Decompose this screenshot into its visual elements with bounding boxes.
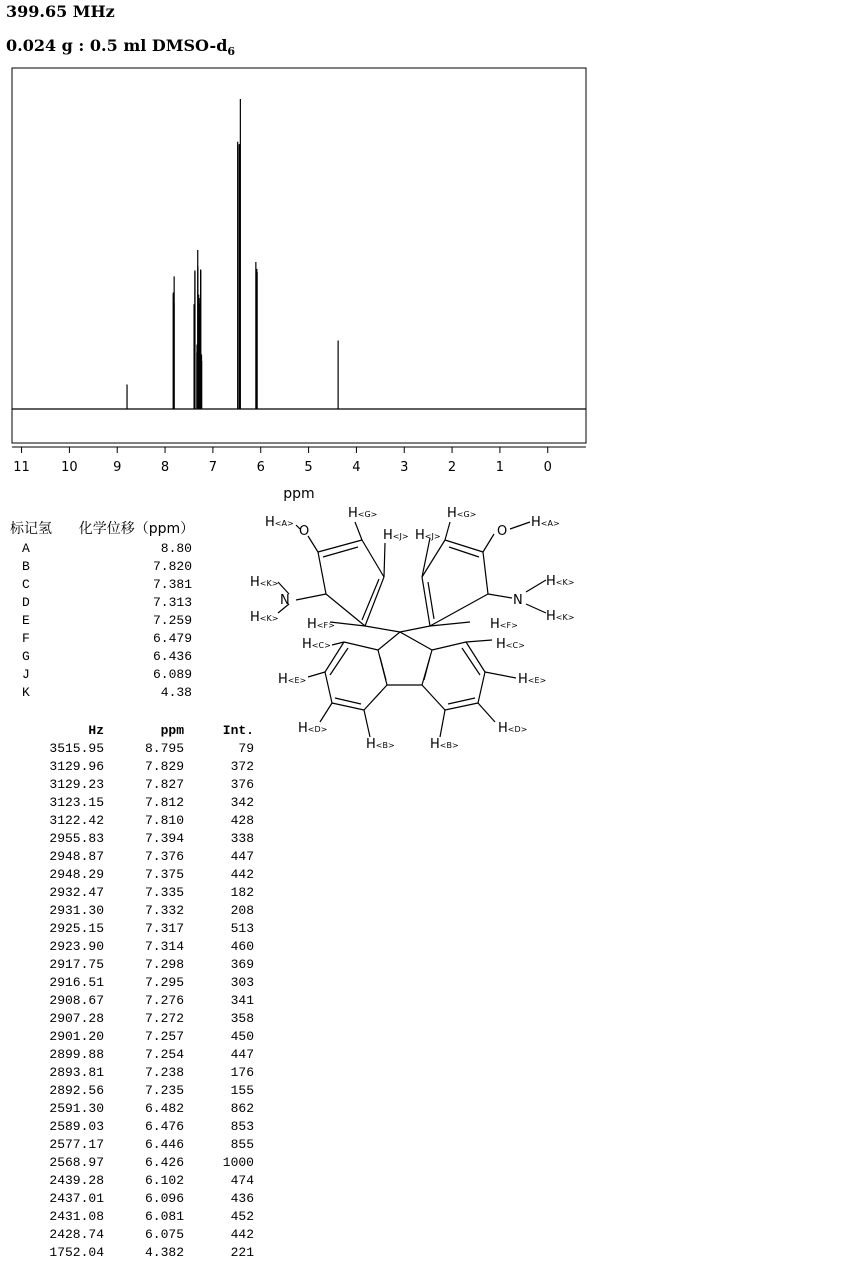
x-tick-label: 4 <box>352 460 361 475</box>
peak-ppm: 7.375 <box>144 867 184 882</box>
peak-ppm: 7.298 <box>144 957 184 972</box>
peak-row <box>30 1100 260 1118</box>
peak-int: 460 <box>230 939 254 954</box>
col-ppm-header: ppm <box>160 723 184 738</box>
peak-ppm: 6.446 <box>144 1137 184 1152</box>
peak-ppm: 7.812 <box>144 795 184 810</box>
assignment-row <box>22 612 192 630</box>
plot-frame <box>12 68 586 443</box>
atom-h-g-right: H<G> <box>447 506 477 521</box>
peak-ppm: 6.476 <box>144 1119 184 1134</box>
atom-h-a-right: H<A> <box>531 515 560 530</box>
assignment-label: D <box>22 595 30 610</box>
peak-ppm: 6.482 <box>144 1101 184 1116</box>
peak-row <box>30 1172 260 1190</box>
atom-h-b-left: H<B> <box>366 737 395 752</box>
peak-hz: 2439.28 <box>49 1173 104 1188</box>
col-hz-header: Hz <box>88 723 104 738</box>
peak-hz: 2908.67 <box>49 993 104 1008</box>
peak-row <box>30 758 260 776</box>
peak-hz: 2917.75 <box>49 957 104 972</box>
peak-int: 428 <box>230 813 254 828</box>
peak-hz: 2901.20 <box>49 1029 104 1044</box>
peak-row <box>30 1046 260 1064</box>
peak-table-header <box>30 722 260 740</box>
peak-int: 447 <box>230 849 254 864</box>
peak-hz: 2589.03 <box>49 1119 104 1134</box>
peak-ppm: 6.075 <box>144 1227 184 1242</box>
assignment-row <box>22 558 192 576</box>
atom-h-b-right: H<B> <box>430 737 459 752</box>
assignment-label: F <box>22 631 30 646</box>
assignment-row <box>22 540 192 558</box>
peak-row <box>30 884 260 902</box>
peak-row <box>30 1082 260 1100</box>
x-tick-label: 3 <box>400 460 409 475</box>
peak-hz: 2916.51 <box>49 975 104 990</box>
assignment-row <box>22 684 192 702</box>
peak-row <box>30 956 260 974</box>
assignment-shift: 6.089 <box>152 667 192 682</box>
frequency-label: 399.65 MHz <box>6 2 115 21</box>
peak-row <box>30 866 260 884</box>
peak-hz: 2568.97 <box>49 1155 104 1170</box>
atom-h-k1-right: H<K> <box>546 574 575 589</box>
peak-hz: 2431.08 <box>49 1209 104 1224</box>
peak-int: 513 <box>230 921 254 936</box>
assignment-shift: 4.38 <box>160 685 192 700</box>
peak-ppm: 8.795 <box>144 741 184 756</box>
peak-hz: 2577.17 <box>49 1137 104 1152</box>
peak-ppm: 7.257 <box>144 1029 184 1044</box>
peak-ppm: 7.295 <box>144 975 184 990</box>
peak-int: 369 <box>230 957 254 972</box>
peak-int: 376 <box>230 777 254 792</box>
assignment-shift: 6.479 <box>152 631 192 646</box>
peak-int: 862 <box>230 1101 254 1116</box>
peak-ppm: 7.254 <box>144 1047 184 1062</box>
peak-row <box>30 848 260 866</box>
x-tick-label: 7 <box>208 460 218 475</box>
assignment-table <box>22 540 192 702</box>
atom-h-k2-right: H<K> <box>546 609 575 624</box>
peak-ppm: 7.829 <box>144 759 184 774</box>
peak-hz: 2955.83 <box>49 831 104 846</box>
peak-int: 452 <box>230 1209 254 1224</box>
peak-hz: 2923.90 <box>49 939 104 954</box>
atom-h-k1-left: H<K> <box>250 575 279 590</box>
atom-h-e-right: H<E> <box>518 672 547 687</box>
peak-int: 341 <box>230 993 254 1008</box>
atom-n-left: N <box>280 593 290 608</box>
peak-int: 176 <box>230 1065 254 1080</box>
peak-int: 1000 <box>222 1155 254 1170</box>
peak-row <box>30 1208 260 1226</box>
peak-hz: 2899.88 <box>49 1047 104 1062</box>
assignment-shift: 7.381 <box>152 577 192 592</box>
assignment-shift: 7.259 <box>152 613 192 628</box>
assignment-row <box>22 666 192 684</box>
peak-hz: 3129.96 <box>49 759 104 774</box>
peak-row <box>30 902 260 920</box>
atom-h-k2-left: H<K> <box>250 610 279 625</box>
peak-hz: 3129.23 <box>49 777 104 792</box>
assignment-header: 标记氢 化学位移（ppm） <box>10 521 195 537</box>
peak-row <box>30 1190 260 1208</box>
peak-int: 447 <box>230 1047 254 1062</box>
peak-int: 450 <box>230 1029 254 1044</box>
assignment-row <box>22 648 192 666</box>
peak-int: 338 <box>230 831 254 846</box>
peak-int: 442 <box>230 1227 254 1242</box>
x-tick-label: 0 <box>543 460 552 475</box>
peak-ppm: 7.276 <box>144 993 184 1008</box>
assignment-label: B <box>22 559 30 574</box>
peak-int: 79 <box>238 741 254 756</box>
peak-ppm: 6.081 <box>144 1209 184 1224</box>
peak-row <box>30 992 260 1010</box>
x-tick-label: 2 <box>447 460 457 475</box>
peak-hz: 2925.15 <box>49 921 104 936</box>
peak-hz: 2428.74 <box>49 1227 104 1242</box>
assignment-label: A <box>22 541 30 556</box>
peak-int: 221 <box>230 1245 254 1260</box>
peak-ppm: 7.810 <box>144 813 184 828</box>
peak-row <box>30 1118 260 1136</box>
peak-ppm: 4.382 <box>144 1245 184 1260</box>
peak-ppm: 7.376 <box>144 849 184 864</box>
x-tick-label: 9 <box>113 460 122 475</box>
assignment-label: G <box>22 649 30 664</box>
atom-h-f-left: H<F> <box>307 617 335 632</box>
peak-table <box>30 722 260 1262</box>
atom-n-right: N <box>513 593 523 608</box>
assignment-row <box>22 594 192 612</box>
assignment-shift: 8.80 <box>160 541 192 556</box>
x-tick-label: 8 <box>160 460 170 475</box>
peak-row <box>30 1028 260 1046</box>
peak-ppm: 7.238 <box>144 1065 184 1080</box>
peak-int: 208 <box>230 903 254 918</box>
assignment-shift: 7.313 <box>152 595 192 610</box>
assignment-row <box>22 576 192 594</box>
peak-hz: 3515.95 <box>49 741 104 756</box>
assignment-row <box>22 630 192 648</box>
peak-hz: 2948.29 <box>49 867 104 882</box>
atom-h-j-left: H<J> <box>383 528 409 543</box>
peak-int: 372 <box>230 759 254 774</box>
peak-hz: 3122.42 <box>49 813 104 828</box>
nmr-spectrum-chart <box>0 0 850 510</box>
peak-int: 853 <box>230 1119 254 1134</box>
peak-row <box>30 920 260 938</box>
peak-hz: 2948.87 <box>49 849 104 864</box>
peak-int: 182 <box>230 885 254 900</box>
peak-hz: 2932.47 <box>49 885 104 900</box>
peak-row <box>30 1010 260 1028</box>
atom-h-c-left: H<C> <box>302 637 331 652</box>
atom-h-c-right: H<C> <box>496 637 525 652</box>
peak-row <box>30 830 260 848</box>
peak-row <box>30 740 260 758</box>
atom-o-left: O <box>299 524 310 539</box>
peak-int: 155 <box>230 1083 254 1098</box>
peak-ppm: 7.235 <box>144 1083 184 1098</box>
peak-ppm: 7.827 <box>144 777 184 792</box>
x-tick-label: 10 <box>61 460 78 475</box>
atom-h-e-left: H<E> <box>278 672 307 687</box>
peak-row <box>30 1154 260 1172</box>
x-tick-label: 6 <box>256 460 265 475</box>
peak-ppm: 7.314 <box>144 939 184 954</box>
x-tick-label: 11 <box>13 460 30 475</box>
atom-h-a-left: H<A> <box>265 515 294 530</box>
peak-row <box>30 1136 260 1154</box>
peak-ppm: 7.332 <box>144 903 184 918</box>
peak-hz: 2437.01 <box>49 1191 104 1206</box>
atom-h-f-right: H<F> <box>490 617 518 632</box>
peak-ppm: 6.096 <box>144 1191 184 1206</box>
peak-int: 474 <box>230 1173 254 1188</box>
peak-ppm: 6.102 <box>144 1173 184 1188</box>
assignment-shift: 6.436 <box>152 649 192 664</box>
peak-int: 303 <box>230 975 254 990</box>
peak-ppm: 6.426 <box>144 1155 184 1170</box>
x-axis-label: ppm <box>283 486 315 502</box>
molecule-structure <box>240 500 600 760</box>
atom-h-d-right: H<D> <box>498 721 528 736</box>
peak-int: 855 <box>230 1137 254 1152</box>
peak-int: 358 <box>230 1011 254 1026</box>
assignment-label: C <box>22 577 30 592</box>
peak-ppm: 7.272 <box>144 1011 184 1026</box>
x-tick-label: 5 <box>304 460 313 475</box>
atom-o-right: O <box>497 524 508 539</box>
peak-row <box>30 938 260 956</box>
peak-row <box>30 812 260 830</box>
peak-ppm: 7.335 <box>144 885 184 900</box>
peak-row <box>30 1244 260 1262</box>
peak-row <box>30 794 260 812</box>
peak-ppm: 7.394 <box>144 831 184 846</box>
peak-int: 436 <box>230 1191 254 1206</box>
col-int-header: Int. <box>222 723 254 738</box>
peak-hz: 3123.15 <box>49 795 104 810</box>
x-tick-label: 1 <box>495 460 505 475</box>
peak-hz: 2907.28 <box>49 1011 104 1026</box>
peak-hz: 2931.30 <box>49 903 104 918</box>
peak-row <box>30 1226 260 1244</box>
assignment-label: K <box>22 685 30 700</box>
sample-label: 0.024 g : 0.5 ml DMSO-$d_6$ <box>6 36 236 59</box>
assignment-label: J <box>22 667 30 682</box>
peak-hz: 1752.04 <box>49 1245 104 1260</box>
peak-row <box>30 1064 260 1082</box>
peak-int: 442 <box>230 867 254 882</box>
assignment-label: E <box>22 613 30 628</box>
peak-row <box>30 776 260 794</box>
peak-hz: 2892.56 <box>49 1083 104 1098</box>
peak-row <box>30 974 260 992</box>
atom-h-d-left: H<D> <box>298 721 328 736</box>
peak-int: 342 <box>230 795 254 810</box>
peak-hz: 2591.30 <box>49 1101 104 1116</box>
peak-hz: 2893.81 <box>49 1065 104 1080</box>
atom-h-j-right: H<J> <box>415 528 441 543</box>
peak-ppm: 7.317 <box>144 921 184 936</box>
assignment-shift: 7.820 <box>152 559 192 574</box>
atom-h-g-left: H<G> <box>348 506 378 521</box>
